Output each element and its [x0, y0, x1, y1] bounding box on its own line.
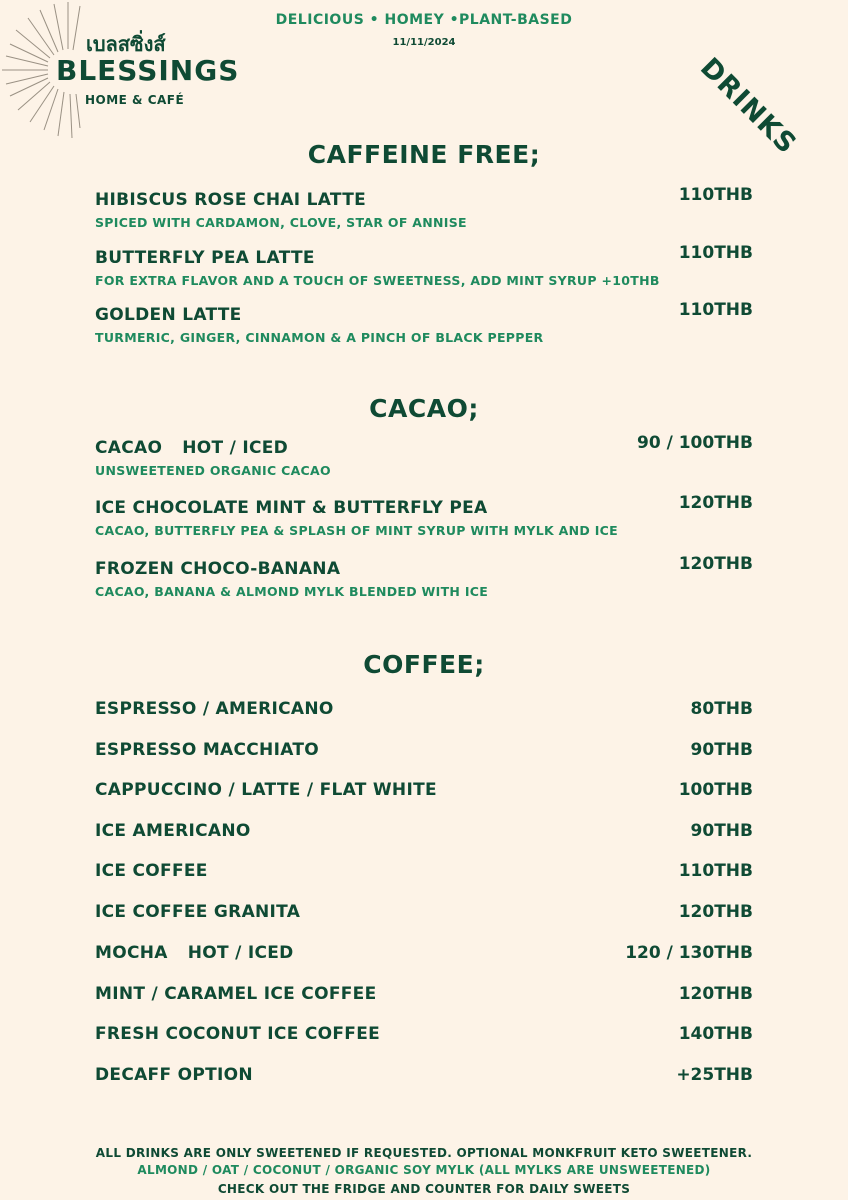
item-name: ICE AMERICANO — [95, 821, 251, 841]
footer-mylk-note: ALMOND / OAT / COCONUT / ORGANIC SOY MYLK (ALL MYLKS ARE UNSWEETENED) — [137, 1163, 711, 1177]
item-description: UNSWEETENED ORGANIC CACAO — [95, 463, 331, 478]
item-option: HOT / ICED — [182, 438, 289, 458]
item-description: SPICED WITH CARDAMON, CLOVE, STAR OF ANNISE — [95, 215, 467, 230]
item-price: 90THB — [690, 740, 753, 760]
menu-item — [95, 493, 753, 538]
menu-item — [95, 821, 753, 841]
menu-item — [95, 1024, 753, 1044]
item-name: HIBISCUS ROSE CHAI LATTE — [95, 190, 367, 210]
menu-item — [95, 243, 753, 288]
item-price: 120THB — [678, 902, 753, 922]
section-title-caffeine-free: CAFFEINE FREE; — [307, 140, 541, 169]
item-name: FRESH COCONUT ICE COFFEE — [95, 1024, 381, 1044]
item-name: GOLDEN LATTE — [95, 305, 242, 325]
item-name: MOCHA — [95, 943, 168, 963]
menu-item — [95, 433, 753, 478]
logo-thai-text: เบลสซิ่งส์ — [86, 32, 166, 56]
item-price: 120THB — [678, 493, 753, 513]
menu-item — [95, 861, 753, 881]
item-name: BUTTERFLY PEA LATTE — [95, 248, 315, 268]
footer-sweetener-note: ALL DRINKS ARE ONLY SWEETENED IF REQUESTED. OPTIONAL MONKFRUIT KETO SWEETENER. — [95, 1146, 753, 1160]
menu-item — [95, 699, 753, 719]
item-name: ICE COFFEE — [95, 861, 208, 881]
tagline: DELICIOUS • HOMEY •PLANT-BASED — [275, 12, 573, 28]
footer-sweets-note: CHECK OUT THE FRIDGE AND COUNTER FOR DAILY SWEETS — [217, 1182, 631, 1196]
item-name: ESPRESSO MACCHIATO — [95, 740, 319, 760]
item-price: 110THB — [678, 861, 753, 881]
logo-subtitle: HOME & CAFÉ — [85, 93, 185, 107]
item-price: 120THB — [678, 984, 753, 1004]
item-option: HOT / ICED — [187, 943, 294, 963]
item-price: 120 / 130THB — [625, 943, 753, 963]
menu-item — [95, 780, 753, 800]
section-title-coffee: COFFEE; — [363, 650, 485, 679]
item-name: MINT / CARAMEL ICE COFFEE — [95, 984, 377, 1004]
item-name: DECAFF OPTION — [95, 1065, 253, 1085]
item-name: ICE CHOCOLATE MINT & BUTTERFLY PEA — [95, 498, 488, 518]
item-name: FROZEN CHOCO-BANANA — [95, 559, 341, 579]
item-price: 110THB — [678, 300, 753, 320]
item-price: 90THB — [690, 821, 753, 841]
item-description: FOR EXTRA FLAVOR AND A TOUCH OF SWEETNESS, ADD MINT SYRUP +10THB — [95, 273, 660, 288]
item-price: 110THB — [678, 243, 753, 263]
menu-item — [95, 1065, 753, 1085]
item-name: ESPRESSO / AMERICANO — [95, 699, 334, 719]
menu-item — [95, 300, 753, 345]
item-description: CACAO, BUTTERFLY PEA & SPLASH OF MINT SYRUP WITH MYLK AND ICE — [95, 523, 618, 538]
menu-item — [95, 185, 753, 230]
item-description: TURMERIC, GINGER, CINNAMON & A PINCH OF BLACK PEPPER — [95, 330, 544, 345]
item-price: 80THB — [690, 699, 753, 719]
item-price: +25THB — [676, 1065, 753, 1085]
menu-date: 11/11/2024 — [392, 37, 456, 48]
menu-item — [95, 554, 753, 599]
section-title-cacao: CACAO; — [369, 394, 479, 423]
menu-item — [95, 740, 753, 760]
menu-item — [95, 902, 753, 922]
item-description: CACAO, BANANA & ALMOND MYLK BLENDED WITH ICE — [95, 584, 489, 599]
item-name: ICE COFFEE GRANITA — [95, 902, 301, 922]
item-price: 90 / 100THB — [637, 433, 753, 453]
drinks-label: DRINKS — [694, 52, 803, 161]
item-price: 110THB — [678, 185, 753, 205]
item-name: CACAO — [95, 438, 163, 458]
item-price: 140THB — [678, 1024, 753, 1044]
item-price: 100THB — [678, 780, 753, 800]
logo-name: BLESSINGS — [56, 54, 240, 87]
menu-item — [95, 943, 753, 963]
item-price: 120THB — [678, 554, 753, 574]
item-name: CAPPUCCINO / LATTE / FLAT WHITE — [95, 780, 437, 800]
menu-item — [95, 984, 753, 1004]
